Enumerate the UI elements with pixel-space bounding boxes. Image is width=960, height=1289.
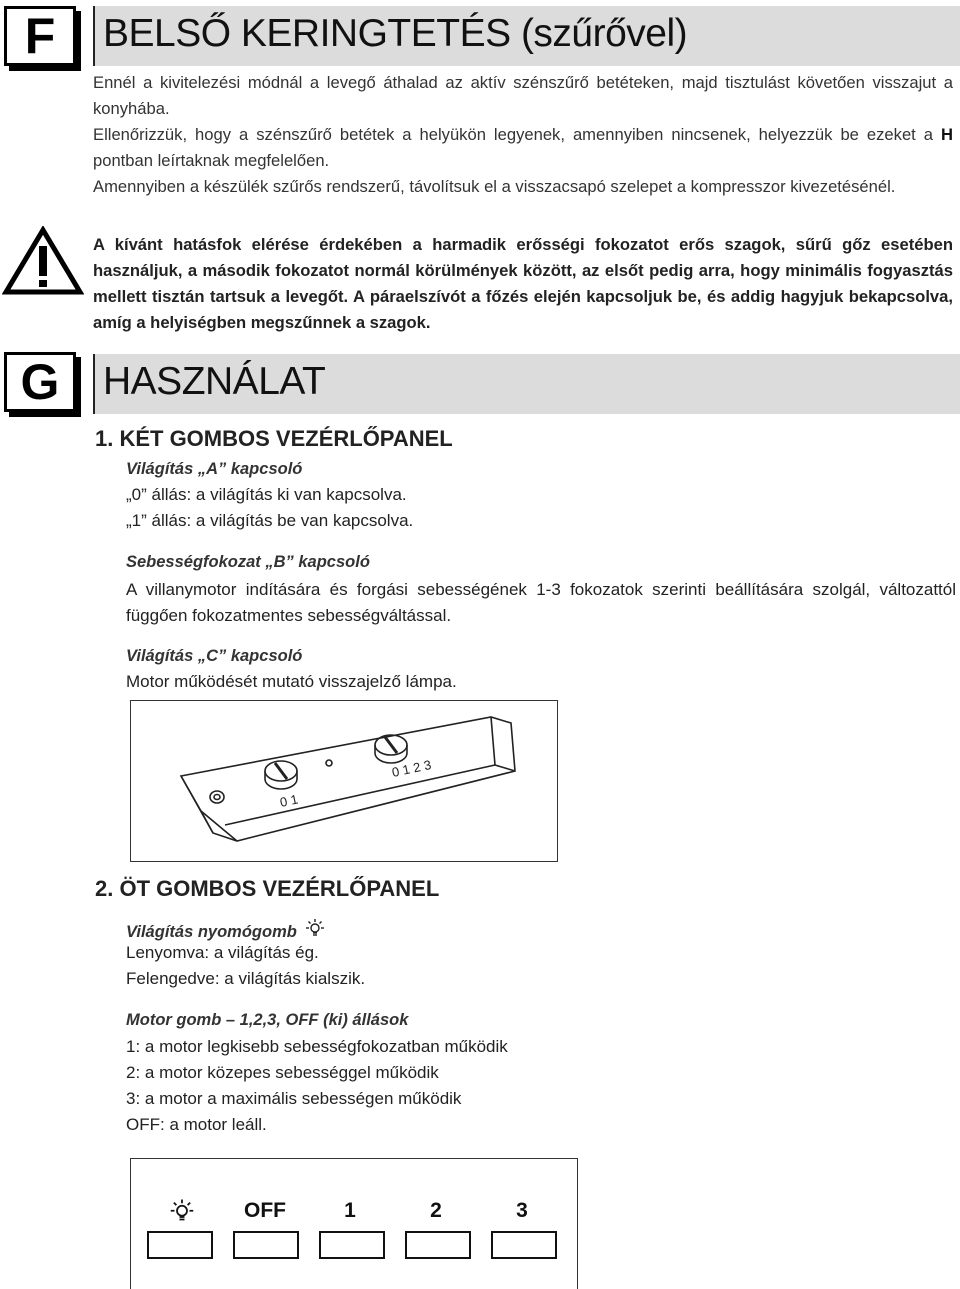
motor-line-4: OFF: a motor leáll.	[126, 1115, 267, 1134]
subheading-light-button	[126, 917, 327, 942]
paragraph-intro: Ennél a kivitelezési módnál a levegő áthalad az aktív szénszűrő betéteken, majd tisztulást követően visszajut a konyhába.	[93, 73, 953, 118]
panel-label-3: 3	[516, 1199, 528, 1222]
two-knob-panel-drawing	[131, 701, 557, 861]
switch-a-line-1: „0” állás: a világítás ki van kapcsolva.	[126, 485, 407, 504]
light-button-line-1: Lenyomva: a világítás ég.	[126, 943, 319, 962]
heading-two-button-panel: 1. KÉT GOMBOS VEZÉRLŐPANEL	[95, 426, 453, 451]
switch-b-text: A villanymotor indítására és forgási sebességének 1-3 fokozatok szerinti beállítására szolgál, változattól függően fokozatmentes sebességváltással.	[126, 580, 956, 625]
p2-h-ref: H	[941, 125, 953, 144]
two-knob-panel-illustration	[130, 700, 558, 862]
heading-five-button-panel: 2. ÖT GOMBOS VEZÉRLŐPANEL	[95, 876, 440, 901]
paragraph-check-filters	[93, 122, 953, 174]
section-f-badge: F	[4, 6, 76, 66]
panel-speed-3-button	[491, 1231, 557, 1259]
subheading-switch-a: Világítás „A” kapcsoló	[126, 460, 303, 478]
light-button-line-2: Felengedve: a világítás kialszik.	[126, 969, 366, 988]
motor-line-2: 2: a motor közepes sebességgel működik	[126, 1063, 439, 1082]
switch-c-text: Motor működését mutató visszajelző lámpa.	[126, 672, 457, 691]
panel-label-2: 2	[430, 1199, 442, 1222]
panel-speed-1-button	[319, 1231, 385, 1259]
panel-light-button	[147, 1231, 213, 1259]
switch-a-line-2: „1” állás: a világítás be van kapcsolva.	[126, 511, 414, 530]
light-button-title: Világítás nyomógomb	[126, 923, 297, 941]
subheading-switch-b: Sebességfokozat „B” kapcsoló	[126, 553, 370, 571]
section-g-badge: G	[4, 352, 76, 412]
p2-text-after: pontban leírtaknak megfelelően.	[93, 151, 330, 170]
panel-light-icon	[167, 1197, 197, 1227]
knob-b-positions-label: 0 1 2 3	[390, 756, 433, 780]
section-f-header	[93, 6, 960, 66]
section-g-header	[93, 354, 960, 414]
five-button-panel-illustration	[130, 1158, 578, 1289]
section-f-title: BELSŐ KERINGTETÉS (szűrővel)	[103, 12, 688, 55]
motor-line-1: 1: a motor legkisebb sebességfokozatban működik	[126, 1037, 508, 1056]
section-g-title: HASZNÁLAT	[103, 360, 326, 403]
warning-icon	[2, 226, 84, 296]
subheading-motor-button: Motor gomb – 1,2,3, OFF (ki) állások	[126, 1011, 409, 1029]
panel-off-button	[233, 1231, 299, 1259]
motor-line-3: 3: a motor a maximális sebességen működik	[126, 1089, 462, 1108]
paragraph-valve: Amennyiben a készülék szűrős rendszerű, távolítsuk el a visszacsapó szelepet a kompresszor kivezetésénél.	[93, 177, 896, 196]
panel-label-off: OFF	[244, 1199, 286, 1222]
panel-speed-2-button	[405, 1231, 471, 1259]
p2-text-before: Ellenőrizzük, hogy a szénszűrő betétek a helyükön legyenek, amennyiben nincsenek, helyezzük be ezeket a	[93, 125, 942, 144]
knob-a-positions-label: 0 1	[278, 791, 300, 810]
paragraph-warning: A kívánt hatásfok elérése érdekében a harmadik erősségi fokozatot erős szagok, sűrű gőz esetében használjuk, a második fokozatot normál körülmények között, az elsőt pedig arra, hogy minimális fogyasztás mellett tisztán tartsuk a levegőt. A páraelszívót a főzés elején kapcsoljuk be, és addig hagyjuk bekapcsolva, amíg a helyiségben megszűnnek a szagok.	[93, 235, 953, 332]
subheading-switch-c: Világítás „C” kapcsoló	[126, 647, 303, 665]
light-bulb-icon	[303, 917, 327, 941]
panel-label-1: 1	[344, 1199, 356, 1222]
